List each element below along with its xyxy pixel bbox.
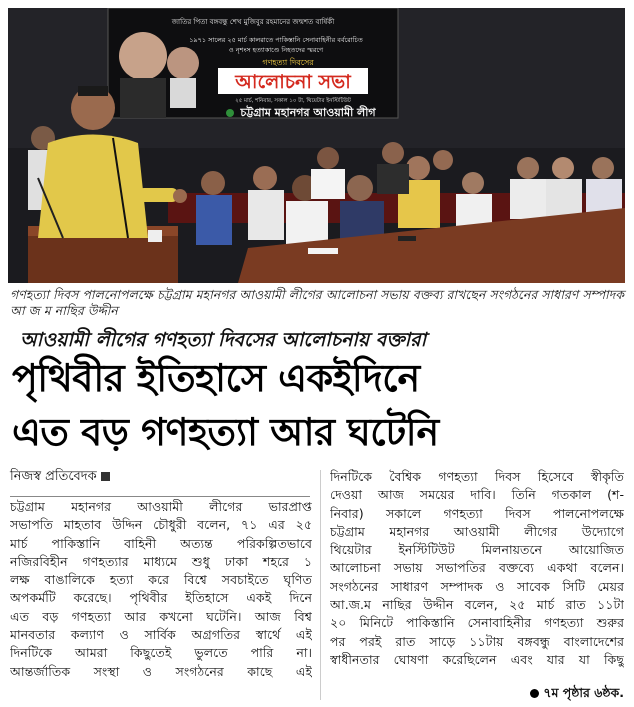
right-line: স্বাধীনতার ঘোষণা করেছিলেন এবং যার যা কিছু <box>330 651 624 667</box>
main-headline-line-2: এত বড় গণহত্যা আর ঘটেনি <box>12 410 439 454</box>
microphone-icon <box>148 230 162 242</box>
photo-caption: গণহত্যা দিবস পালনোপলক্ষে চট্টগ্রাম মহানগর আওয়ামী লীগের আলোচনা সভায় বক্তব্য রাখছেন সংগঠনের সাধারণ সম্পাদক আ জ ম নাছির উদ্দীন <box>10 287 624 318</box>
right-line: আ.জ.ম নাছির উদ্দীন বলেন, ২৫ মার্চ রাত ১১টা <box>330 597 624 613</box>
banner-day-label: গণহত্যা দিবসের <box>262 58 314 67</box>
left-line: এত বড় গণহত্যা আর কখনো ঘটেনি। আজ বিশ্ব <box>10 608 312 624</box>
bullet-icon <box>530 689 539 698</box>
left-line: মানবতার কল্যাণ ও সার্বিক অগ্রগতির স্বার্থে এই <box>10 627 312 643</box>
news-photo <box>8 8 625 283</box>
right-line: দিনটিকে বৈশ্বিক গণহত্যা দিবস হিসেবে স্বীকৃতি <box>330 469 624 484</box>
article-left-column <box>10 468 312 681</box>
banner-top-line: জাতির পিতা বঙ্গবন্ধু শেখ মুজিবুর রহমানের জন্মশত বার্ষিকী <box>171 18 335 26</box>
right-line: পর পরই রাত সাড়ে ১১টায় বঙ্গবন্ধু বাংলাদেশের <box>330 633 624 649</box>
kicker-headline: আওয়ামী লীগের গণহত্যা দিবসের আলোচনায় বক্তারা <box>20 329 427 351</box>
byline-square-icon <box>101 472 110 481</box>
right-line: ২০ মিনিটে পাকিস্তানি সেনাবাহিনীর গণহত্যা শুরুর <box>330 615 624 631</box>
right-line: আলোচনা সভায় সভাপতির বক্তব্যে একথা বলেন। <box>330 560 624 576</box>
banner-sub-line-2: ও নৃশংস হত্যাকাণ্ডে নিহতদের স্মরণে <box>228 46 324 54</box>
article-right-column <box>330 468 624 669</box>
byline <box>10 468 312 486</box>
left-line: মার্চ পাকিস্তানি বাহিনী অত্যন্ত পরিকল্পিতভাবে <box>10 535 312 551</box>
left-line: সভাপতি মাহতাব উদ্দিন চৌধুরী বলেন, ৭১ এর ২৫ <box>10 517 312 533</box>
awami-league-logo-icon <box>226 109 234 117</box>
banner-date-line: ২৫ মার্চ, শনিবার, সকাল ১০ টা, থিয়েটার ইনস্টিটিউট <box>235 98 351 104</box>
banner-sub-line-1: ১৯৭১ সালের ২৫ মার্চ কালরাতে পাকিস্তানি সেনাবাহিনীর বর্বরোচিত <box>189 36 363 44</box>
continued-text: ৭ম পৃষ্ঠার ৬ষ্ঠক. <box>543 685 624 700</box>
byline-text: নিজস্ব প্রতিবেদক <box>10 469 97 484</box>
column-divider <box>320 470 321 700</box>
banner-title: আলোচনা সভা <box>235 71 351 93</box>
right-line: থিয়েটার ইনস্টিটিউট মিলনায়তনে আয়োজিত <box>330 542 624 558</box>
left-line: অপকর্মটি করেছে। পৃথিবীর ইতিহাসে একই দিনে <box>10 590 312 606</box>
left-line: আন্তর্জাতিক সংস্থা ও সংগঠনের কাছে এই <box>10 663 312 679</box>
event-photo-illustration <box>8 8 625 283</box>
byline-rule <box>10 496 310 497</box>
left-line: লক্ষ বাঙালিকে হত্যা করে বিশ্বে সবচাইতে ঘৃণিত <box>10 572 312 588</box>
main-headline-line-1: পৃথিবীর ইতিহাসে একইদিনে <box>12 356 420 400</box>
continued-on-page <box>530 685 624 705</box>
banner-org: চট্টগ্রাম মহানগর আওয়ামী লীগ <box>240 106 376 119</box>
left-line: দিনটিকে আমরা কিছুতেই ভুলতে পারি না। <box>10 645 312 661</box>
right-line: দেওয়া আজ সময়ের দাবি। তিনি গতকাল (শ- <box>330 487 624 503</box>
event-banner <box>108 8 398 119</box>
left-line: নজিরবিহীন গণহত্যার মাধ্যমে শুধু ঢাকা শহরে ১ <box>10 553 312 569</box>
right-line: নিবার) সকালে গণহত্যা দিবস পালনোপলক্ষে <box>330 505 624 521</box>
right-line: চট্টগ্রাম মহানগর আওয়ামী লীগের উদ্যোগে <box>330 523 624 539</box>
left-line: চট্টগ্রাম মহানগর আওয়ামী লীগের ভারপ্রাপ্ত <box>10 499 312 514</box>
right-line: সংগঠনের সাধারণ সম্পাদক ও সাবেক সিটি মেয়র <box>330 578 624 594</box>
